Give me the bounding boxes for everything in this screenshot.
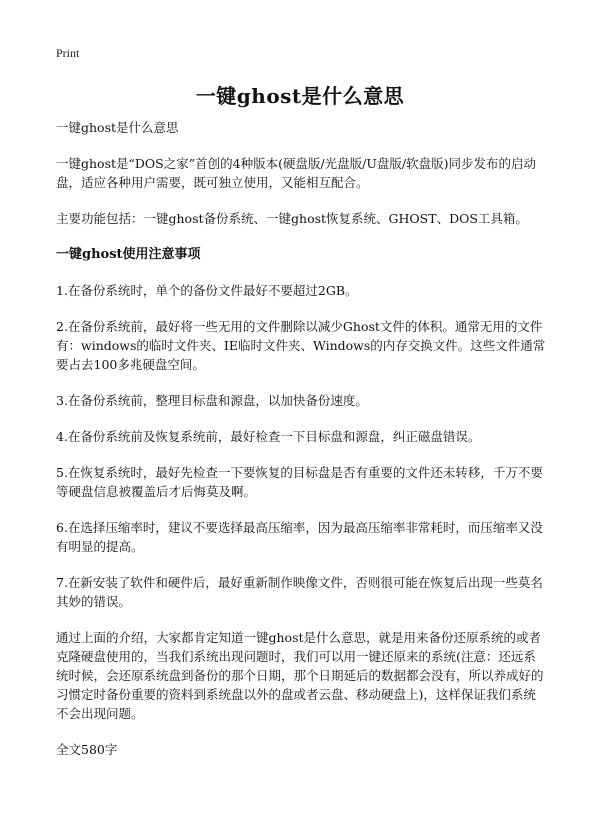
word-count: 全文580字 <box>56 742 118 757</box>
print-link[interactable]: Print <box>56 46 80 60</box>
article-subtitle: 一键ghost是什么意思 <box>56 120 179 135</box>
list-item: 5.在恢复系统时，最好先检查一下要恢复的目标盘是否有重要的文件还未转移，千万不要等硬盘信息被覆盖后才后悔莫及啊。 <box>56 465 543 499</box>
list-item: 4.在备份系统前及恢复系统前，最好检查一下目标盘和源盘，纠正磁盘错误。 <box>56 429 481 444</box>
list-item: 6.在选择压缩率时，建议不要选择最高压缩率，因为最高压缩率非常耗时，而压缩率又没有明显的提高。 <box>56 520 543 554</box>
conclusion-paragraph: 通过上面的介绍，大家都肯定知道一键ghost是什么意思，就是用来备份还原系统的或者克隆硬盘使用的，当我们系统出现问题时，我们可以用一键还原来的系统(注意：还远系统时候，会还原系统盘到备份的那个日期，那个日期延后的数据都会没有，所以养成好的习惯定时备份重要的资料到系统盘以外的盘或者云盘、移动硬盘上)，这样保证我们系统不会出现问题。 <box>56 630 544 721</box>
intro-paragraph: 一键ghost是“DOS之家”首创的4种版本(硬盘版/光盘版/U盘版/软盘版)同步发布的启动盘，适应各种用户需要，既可独立使用，又能相互配合。 <box>56 156 537 190</box>
article-body <box>56 118 548 776</box>
list-item: 3.在备份系统前，整理目标盘和源盘，以加快备份速度。 <box>56 393 368 408</box>
section-heading: 一键ghost使用注意事项 <box>56 247 201 262</box>
list-item: 1.在备份系统时，单个的备份文件最好不要超过2GB。 <box>56 283 358 298</box>
page-title: 一键ghost是什么意思 <box>195 84 405 108</box>
list-item: 7.在新安装了软件和硬件后，最好重新制作映像文件，否则很可能在恢复后出现一些莫名其妙的错误。 <box>56 575 543 609</box>
features-paragraph: 主要功能包括：一键ghost备份系统、一键ghost恢复系统、GHOST、DOS工具箱。 <box>56 211 528 226</box>
list-item: 2.在备份系统前，最好将一些无用的文件删除以减少Ghost文件的体积。通常无用的文件有：windows的临时文件夹、IE临时文件夹、Windows的内存交换文件。这些文件通常要占去100多兆硬盘空间。 <box>56 319 546 372</box>
